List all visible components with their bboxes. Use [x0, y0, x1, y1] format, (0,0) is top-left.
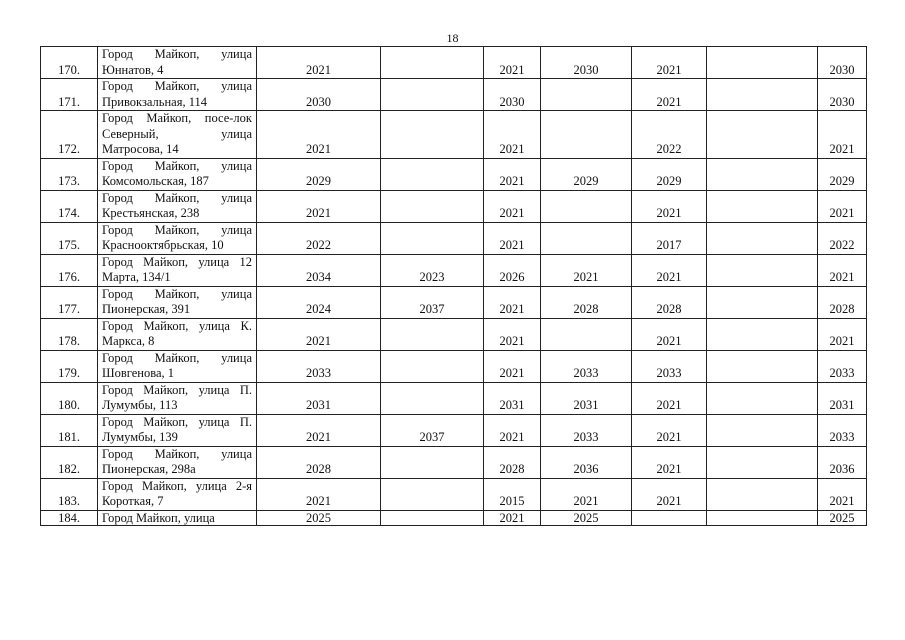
- year-cell-2: [381, 478, 484, 510]
- year-cell-7: 2033: [818, 414, 867, 446]
- row-number: 177.: [41, 286, 98, 318]
- year-cell-1: 2025: [257, 510, 381, 525]
- year-cell-5: 2028: [632, 286, 707, 318]
- year-cell-4: 2025: [541, 510, 632, 525]
- year-cell-5: 2022: [632, 111, 707, 159]
- year-cell-2: 2037: [381, 286, 484, 318]
- year-cell-3: 2015: [484, 478, 541, 510]
- year-cell-5: 2021: [632, 446, 707, 478]
- year-cell-4: [541, 190, 632, 222]
- year-cell-4: 2033: [541, 350, 632, 382]
- year-cell-3: 2021: [484, 47, 541, 79]
- year-cell-1: 2034: [257, 254, 381, 286]
- row-number: 175.: [41, 222, 98, 254]
- registry-table: [40, 46, 867, 526]
- year-cell-6: [707, 446, 818, 478]
- year-cell-6: [707, 47, 818, 79]
- year-cell-4: [541, 111, 632, 159]
- year-cell-3: 2026: [484, 254, 541, 286]
- address-cell: Город Майкоп, улица: [98, 510, 257, 525]
- year-cell-5: 2033: [632, 350, 707, 382]
- table-row: [41, 222, 867, 254]
- table-row: [41, 350, 867, 382]
- year-cell-4: 2029: [541, 158, 632, 190]
- address-cell: Город Майкоп, улица К. Маркса, 8: [98, 318, 257, 350]
- year-cell-1: 2031: [257, 382, 381, 414]
- row-number: 183.: [41, 478, 98, 510]
- year-cell-4: 2036: [541, 446, 632, 478]
- year-cell-5: 2021: [632, 318, 707, 350]
- year-cell-1: 2021: [257, 47, 381, 79]
- address-cell: Город Майкоп, посе-лок Северный, улица Матросова, 14: [98, 111, 257, 159]
- year-cell-2: [381, 510, 484, 525]
- address-cell: Город Майкоп, улица 12 Марта, 134/1: [98, 254, 257, 286]
- year-cell-6: [707, 382, 818, 414]
- year-cell-3: 2028: [484, 446, 541, 478]
- year-cell-1: 2024: [257, 286, 381, 318]
- year-cell-5: 2021: [632, 414, 707, 446]
- row-number: 172.: [41, 111, 98, 159]
- year-cell-4: 2021: [541, 254, 632, 286]
- row-number: 174.: [41, 190, 98, 222]
- year-cell-6: [707, 414, 818, 446]
- year-cell-2: [381, 350, 484, 382]
- year-cell-7: 2021: [818, 111, 867, 159]
- year-cell-4: 2031: [541, 382, 632, 414]
- row-number: 184.: [41, 510, 98, 525]
- year-cell-1: 2021: [257, 414, 381, 446]
- year-cell-3: 2021: [484, 350, 541, 382]
- year-cell-4: 2033: [541, 414, 632, 446]
- row-number: 173.: [41, 158, 98, 190]
- year-cell-4: 2028: [541, 286, 632, 318]
- year-cell-2: [381, 190, 484, 222]
- year-cell-4: 2030: [541, 47, 632, 79]
- row-number: 171.: [41, 79, 98, 111]
- year-cell-7: 2030: [818, 79, 867, 111]
- table-row: [41, 318, 867, 350]
- year-cell-4: [541, 79, 632, 111]
- address-cell: Город Майкоп, улица Привокзальная, 114: [98, 79, 257, 111]
- table-row: [41, 254, 867, 286]
- year-cell-5: 2029: [632, 158, 707, 190]
- year-cell-5: 2021: [632, 478, 707, 510]
- year-cell-5: 2021: [632, 382, 707, 414]
- year-cell-6: [707, 158, 818, 190]
- table-row: [41, 158, 867, 190]
- year-cell-1: 2021: [257, 318, 381, 350]
- year-cell-6: [707, 79, 818, 111]
- year-cell-2: [381, 446, 484, 478]
- year-cell-1: 2022: [257, 222, 381, 254]
- address-cell: Город Майкоп, улица П. Лумумбы, 139: [98, 414, 257, 446]
- table-row: [41, 414, 867, 446]
- year-cell-7: 2021: [818, 478, 867, 510]
- year-cell-5: 2021: [632, 79, 707, 111]
- year-cell-5: [632, 510, 707, 525]
- year-cell-3: 2021: [484, 286, 541, 318]
- year-cell-6: [707, 190, 818, 222]
- year-cell-3: 2021: [484, 222, 541, 254]
- year-cell-2: [381, 318, 484, 350]
- year-cell-5: 2021: [632, 190, 707, 222]
- year-cell-6: [707, 510, 818, 525]
- year-cell-3: 2031: [484, 382, 541, 414]
- year-cell-1: 2021: [257, 111, 381, 159]
- year-cell-6: [707, 318, 818, 350]
- year-cell-6: [707, 111, 818, 159]
- year-cell-1: 2030: [257, 79, 381, 111]
- year-cell-6: [707, 222, 818, 254]
- table-row: [41, 446, 867, 478]
- table-row: [41, 510, 867, 525]
- address-cell: Город Майкоп, улица Краснооктябрьская, 10: [98, 222, 257, 254]
- year-cell-7: 2036: [818, 446, 867, 478]
- year-cell-2: 2037: [381, 414, 484, 446]
- year-cell-4: 2021: [541, 478, 632, 510]
- year-cell-3: 2021: [484, 414, 541, 446]
- table-row: [41, 190, 867, 222]
- year-cell-5: 2017: [632, 222, 707, 254]
- year-cell-3: 2021: [484, 510, 541, 525]
- address-cell: Город Майкоп, улица Комсомольская, 187: [98, 158, 257, 190]
- year-cell-7: 2021: [818, 190, 867, 222]
- year-cell-1: 2021: [257, 478, 381, 510]
- year-cell-2: [381, 79, 484, 111]
- year-cell-3: 2021: [484, 318, 541, 350]
- year-cell-7: 2021: [818, 254, 867, 286]
- year-cell-7: 2021: [818, 318, 867, 350]
- address-cell: Город Майкоп, улица Пионерская, 391: [98, 286, 257, 318]
- year-cell-6: [707, 478, 818, 510]
- year-cell-6: [707, 286, 818, 318]
- address-cell: Город Майкоп, улица П. Лумумбы, 113: [98, 382, 257, 414]
- year-cell-2: [381, 382, 484, 414]
- year-cell-3: 2021: [484, 111, 541, 159]
- year-cell-3: 2021: [484, 190, 541, 222]
- year-cell-5: 2021: [632, 47, 707, 79]
- year-cell-4: [541, 318, 632, 350]
- row-number: 176.: [41, 254, 98, 286]
- table-row: [41, 382, 867, 414]
- address-cell: Город Майкоп, улица Шовгенова, 1: [98, 350, 257, 382]
- row-number: 182.: [41, 446, 98, 478]
- row-number: 181.: [41, 414, 98, 446]
- year-cell-7: 2030: [818, 47, 867, 79]
- row-number: 178.: [41, 318, 98, 350]
- table-row: [41, 79, 867, 111]
- year-cell-1: 2028: [257, 446, 381, 478]
- year-cell-2: 2023: [381, 254, 484, 286]
- page-number: 18: [446, 31, 459, 45]
- year-cell-1: 2029: [257, 158, 381, 190]
- row-number: 179.: [41, 350, 98, 382]
- year-cell-6: [707, 254, 818, 286]
- year-cell-7: 2031: [818, 382, 867, 414]
- year-cell-7: 2029: [818, 158, 867, 190]
- year-cell-3: 2021: [484, 158, 541, 190]
- table-body: [41, 47, 867, 526]
- year-cell-1: 2033: [257, 350, 381, 382]
- year-cell-7: 2025: [818, 510, 867, 525]
- table-row: [41, 47, 867, 79]
- year-cell-4: [541, 222, 632, 254]
- table-row: [41, 478, 867, 510]
- address-cell: Город Майкоп, улица Крестьянская, 238: [98, 190, 257, 222]
- year-cell-7: 2022: [818, 222, 867, 254]
- address-cell: Город Майкоп, улица 2-я Короткая, 7: [98, 478, 257, 510]
- year-cell-6: [707, 350, 818, 382]
- table-row: [41, 111, 867, 159]
- year-cell-2: [381, 47, 484, 79]
- year-cell-2: [381, 222, 484, 254]
- address-cell: Город Майкоп, улица Юннатов, 4: [98, 47, 257, 79]
- year-cell-2: [381, 111, 484, 159]
- year-cell-7: 2028: [818, 286, 867, 318]
- table-row: [41, 286, 867, 318]
- year-cell-7: 2033: [818, 350, 867, 382]
- address-cell: Город Майкоп, улица Пионерская, 298а: [98, 446, 257, 478]
- year-cell-2: [381, 158, 484, 190]
- year-cell-1: 2021: [257, 190, 381, 222]
- row-number: 170.: [41, 47, 98, 79]
- year-cell-3: 2030: [484, 79, 541, 111]
- row-number: 180.: [41, 382, 98, 414]
- year-cell-5: 2021: [632, 254, 707, 286]
